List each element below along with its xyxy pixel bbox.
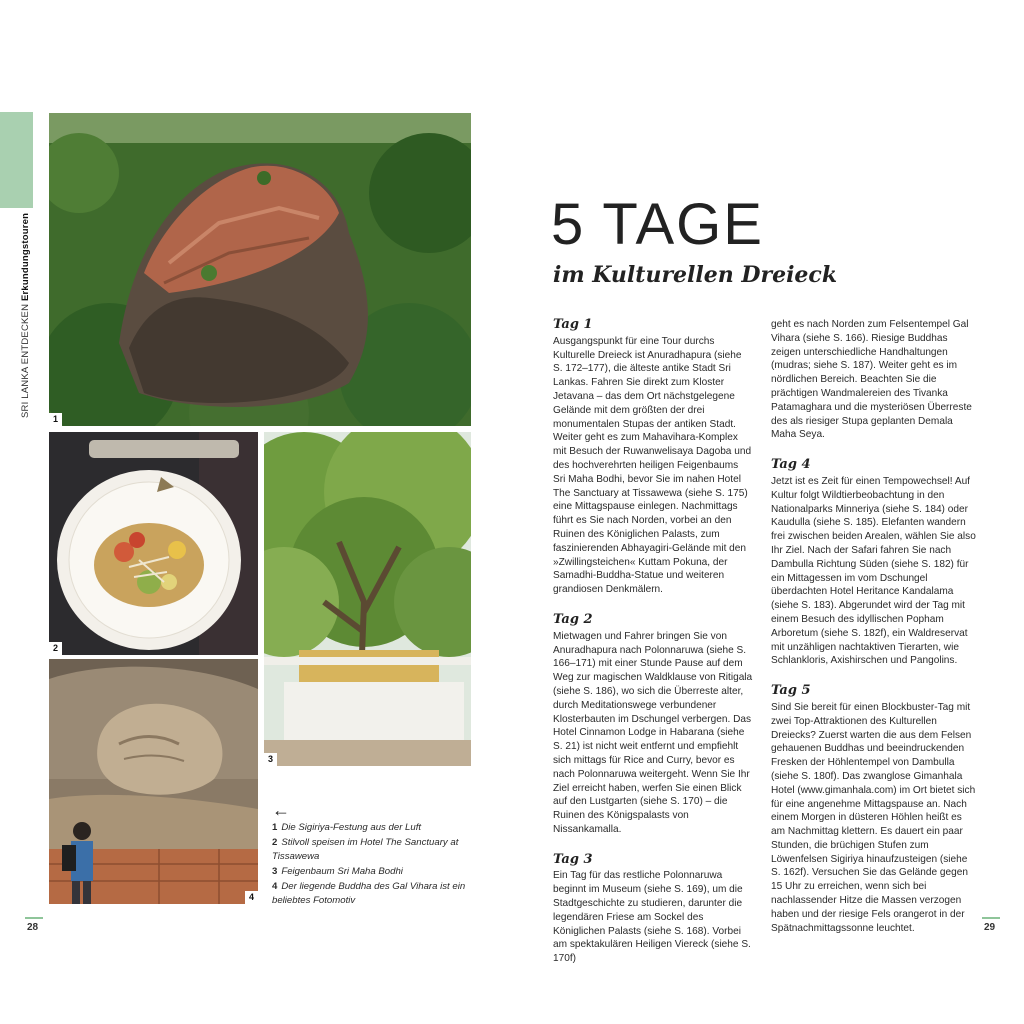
section-tab-marker <box>0 112 33 208</box>
caption-item <box>272 865 472 879</box>
day-section-3 <box>553 853 753 966</box>
caption-number: 3 <box>272 866 278 877</box>
photo-number-3: 3 <box>264 753 277 766</box>
day-text: Mietwagen und Fahrer bringen Sie von Anuradhapura nach Polonnaruwa (siehe S. 166–171) mit einer Stunde Pause auf dem Weg zur magischen Waldklause von Ritigala (siehe S. 186), wo sich die Überreste alter, durch Meditationswege verbundener Klosterbauten im Dschungel verbergen. Das Hotel Cinnamon Lodge in Habarana (siehe S. 21) ist nicht weit entfernt und empfiehlt sich mittags für Rice and Curry, bevor es nach Polonnaruwa weitergeht. Wenn Sie Ihr Ziel erreicht haben, werfen Sie einen Blick auf den Lustgarten (siehe S. 170) – die Ruinen des Königspalasts von Nissankamalla. <box>553 630 753 835</box>
day-heading: Tag 5 <box>771 683 811 699</box>
page-number-right: 29 <box>984 922 996 933</box>
day-heading: Tag 2 <box>553 611 593 627</box>
day-text: Ausgangspunkt für eine Tour durchs Kulturelle Dreieck ist Anuradhapura (siehe S. 172–177), die älteste antike Stadt Sri Lankas. Fahren Sie direkt zum Kloster Jetavana – das dem Ort nächstgelegene Gelände mit dem größten der drei monumentalen Stupas der antiken Stadt. Weiter geht es zum Mahavihara-Komplex mit Besuch der Ruwanwelisaya Dagoba und des hochverehrten heiligen Feigenbaums Sri Maha Bodhi, bevor Sie im nahen Hotel The Sanctuary at Tissawewa (siehe S. 175) eine Mittagspause einlegen. Nachmittags führt es Sie nach Norden, vorbei an den Ruinen des Königlichen Palasts, zum faszinierenden Abhayagiri-Gelände mit den »Zwillingsteichen« Kuttam Pokuna, der Samadhi-Buddha-Statue und weiteren grandiosen Denkmälern. <box>553 335 752 596</box>
day-section-3-continued <box>771 318 977 442</box>
page-subtitle: im Kulturellen Dreieck <box>553 262 838 288</box>
day-heading: Tag 4 <box>771 457 811 473</box>
chapter-label: Erkundungstouren <box>20 212 31 302</box>
page-title: 5 TAGE <box>551 192 764 257</box>
running-header <box>20 213 31 418</box>
caption-number: 1 <box>272 822 278 833</box>
caption-text: Feigenbaum Sri Maha Bodhi <box>281 866 403 877</box>
photo-number-1: 1 <box>49 413 62 426</box>
day-section-4 <box>771 458 977 668</box>
caption-text: Die Sigiriya-Festung aus der Luft <box>281 822 422 833</box>
day-section-1 <box>553 318 753 597</box>
text-column-left <box>553 318 753 982</box>
day-text: Jetzt ist es Zeit für einen Tempowechsel! Auf Kultur folgt Wildtierbeobachtung in den Nationalparks Minneriya (siehe S. 184) oder Kaudulla (siehe S. 185). Elefanten wandern frei zwischen beiden Arealen, wählen Sie also Ihr Ziel. Nach der Safari fahren Sie nach Dambulla Richtung Süden (siehe S. 182) für ein Mittagessen im vom Dschungel überdachten Hotel Heritance Kandalama (siehe S. 183). Abgerundet wird der Tag mit einem Besuch des idyllischen Popham Arboretum (siehe S. 182f), ein Waldreservat mit unzähligen nachtaktiven Tierarten, wie Schlankloris, Axishirschen und Pangolins. <box>771 475 976 667</box>
caption-text: Der liegende Buddha des Gal Vihara ist ein beliebtes Fotomotiv <box>272 881 466 906</box>
day-text: Ein Tag für das restliche Polonnaruwa beginnt im Museum (siehe S. 169), um die Stadtgeschichte zu studieren, darunter die legendären Friese am Sockel des Königlichen Palasts (siehe S. 168). Vorbei am spektakulären Heiligen Viereck (siehe S. 170f) <box>553 870 751 965</box>
caption-item <box>272 821 472 835</box>
page-number-rule-left <box>25 917 43 919</box>
day-text: Sind Sie bereit für einen Blockbuster-Tag mit zwei Top-Attraktionen des Kulturellen Dreiecks? Zuerst warten die aus dem Felsen gehauenen Buddhas und beeindruckenden Fresken der Höhlentempel von Dambulla (siehe S. 180f). Das zwanglose Gimanhala Hotel (www.gimanhala.com) im Ort bietet sich für eine angenehme Mittagspause an. Nach einem Morgen in düsteren Höhlen heißt es am Nachmittag klettern. Es dauert ein paar Stunden, die brüchigen Stufen zum Löwenfelsen Sigiriya hinaufzusteigen (siehe S. 162f). Versuchen Sie das Gelände gegen 15 Uhr zu erreichen, wenn sich bei nachlassender Hitze die Massen verzogen haben und der riesige Fels orangerot in der Spätnachmittagssonne leuchtet. <box>771 701 976 934</box>
section-label: SRI LANKA ENTDECKEN <box>20 303 31 418</box>
caption-item <box>272 880 472 908</box>
page-number-rule-right <box>982 917 1000 919</box>
caption-text: Stilvoll speisen im Hotel The Sanctuary at Tissawewa <box>272 837 459 862</box>
food-plate-photo <box>49 432 258 655</box>
photo-number-4: 4 <box>245 891 258 904</box>
caption-number: 4 <box>272 881 278 892</box>
caption-number: 2 <box>272 837 278 848</box>
photo-number-2: 2 <box>49 642 62 655</box>
arrow-left-icon: ← <box>272 800 290 820</box>
day-text: geht es nach Norden zum Felsentempel Gal Vihara (siehe S. 166). Riesige Buddhas zeigen unterschiedliche Handhaltungen (mudras; siehe S. 187). Weiter geht es im nördlichen Bereich. Beachten Sie die prächtigen Wandmalereien des Tivanka Patamaghara und die mysteriösen Überreste des als riesiger Stupa geplanten Demala Maha Seya. <box>771 319 972 441</box>
text-column-right <box>771 318 977 951</box>
photo-captions <box>272 821 472 909</box>
sigiriya-rock-photo <box>49 113 471 426</box>
bodhi-tree-photo <box>264 432 471 766</box>
day-section-5 <box>771 684 977 935</box>
caption-item <box>272 836 472 864</box>
page-number-left: 28 <box>27 922 39 933</box>
day-heading: Tag 1 <box>553 317 593 332</box>
reclining-buddha-photo <box>49 659 258 904</box>
day-section-2 <box>553 613 753 837</box>
day-heading: Tag 3 <box>553 851 593 867</box>
